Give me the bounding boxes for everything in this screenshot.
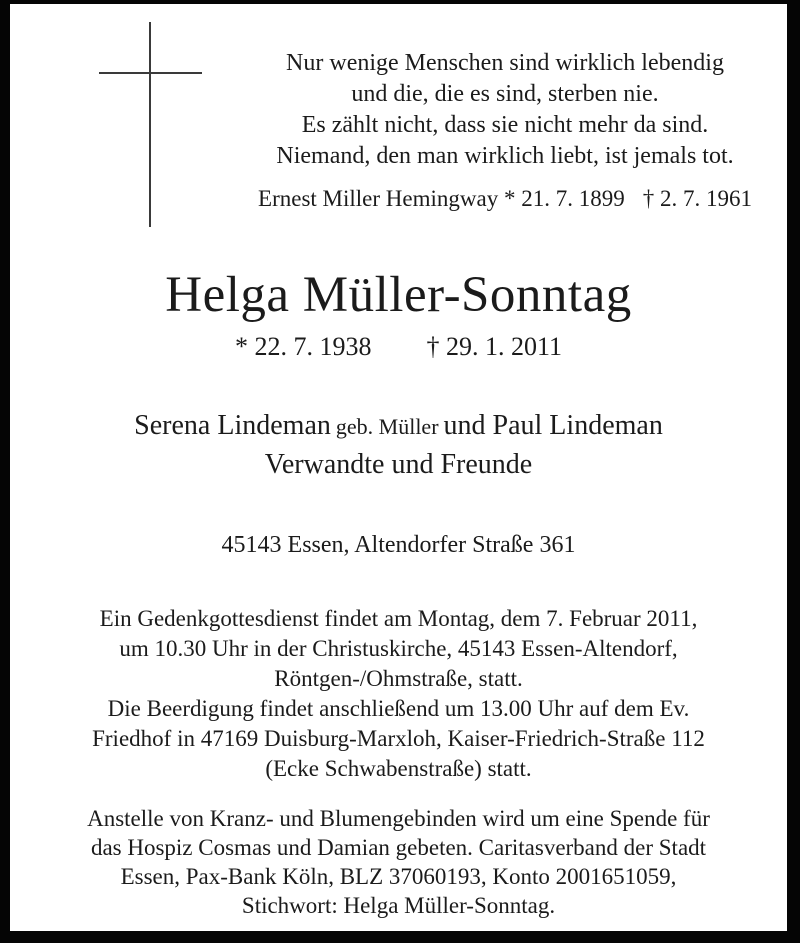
service-details bbox=[10, 604, 787, 784]
quote-line: und die, die es sind, sterben nie. bbox=[351, 81, 659, 107]
service-line: Ein Gedenkgottesdienst findet am Montag, dem 7. Februar 2011, bbox=[99, 606, 698, 631]
header-section bbox=[10, 4, 787, 249]
service-line: Friedhof in 47169 Duisburg-Marxloh, Kaiser-Friedrich-Straße 112 bbox=[92, 726, 705, 751]
death-date: † 29. 1. 2011 bbox=[426, 332, 563, 361]
life-dates bbox=[10, 331, 787, 363]
mourner-name-2: und Paul Lindeman bbox=[443, 410, 663, 441]
quote-line: Nur wenige Menschen sind wirklich lebendig bbox=[286, 50, 724, 76]
mourner-name-1: Serena Lindeman bbox=[134, 410, 331, 441]
deceased-name: Helga Müller-Sonntag bbox=[165, 267, 632, 323]
service-line: (Ecke Schwabenstraße) statt. bbox=[265, 756, 532, 781]
donation-line: das Hospiz Cosmas und Damian gebeten. Caritasverband der Stadt bbox=[90, 835, 707, 860]
donation-line: Anstelle von Kranz- und Blumengebinden wird um eine Spende für bbox=[87, 806, 710, 831]
quote-author-birth: Ernest Miller Hemingway * 21. 7. 1899 bbox=[258, 186, 625, 211]
mourners-line-1 bbox=[10, 407, 787, 446]
birth-date: * 22. 7. 1938 bbox=[234, 332, 372, 361]
home-address: 45143 Essen, Altendorfer Straße 361 bbox=[221, 532, 576, 558]
main-section bbox=[10, 267, 787, 920]
obituary-card bbox=[10, 4, 787, 931]
latin-cross-icon bbox=[10, 4, 230, 249]
mourners-block bbox=[10, 407, 787, 484]
donation-details bbox=[10, 804, 787, 920]
quote-line: Es zählt nicht, dass sie nicht mehr da sind. bbox=[301, 112, 709, 138]
donation-line: Stichwort: Helga Müller-Sonntag. bbox=[241, 893, 556, 918]
quote-attribution bbox=[238, 185, 772, 213]
quote-line: Niemand, den man wirklich liebt, ist jemals tot. bbox=[276, 143, 734, 169]
service-line: Röntgen-/Ohmstraße, statt. bbox=[274, 666, 523, 691]
memorial-quote bbox=[238, 48, 772, 213]
quote-author-death: † 2. 7. 1961 bbox=[642, 186, 752, 211]
service-line: Die Beerdigung findet anschließend um 13.00 Uhr auf dem Ev. bbox=[107, 696, 690, 721]
maiden-name: geb. Müller bbox=[335, 414, 439, 439]
service-line: um 10.30 Uhr in der Christuskirche, 45143 Essen-Altendorf, bbox=[119, 636, 678, 661]
cross-horizontal-bar bbox=[99, 72, 202, 74]
donation-line: Essen, Pax-Bank Köln, BLZ 37060193, Konto 2001651059, bbox=[120, 864, 677, 889]
cross-vertical-bar bbox=[149, 22, 151, 227]
mourners-line-2: Verwandte und Freunde bbox=[264, 449, 533, 480]
